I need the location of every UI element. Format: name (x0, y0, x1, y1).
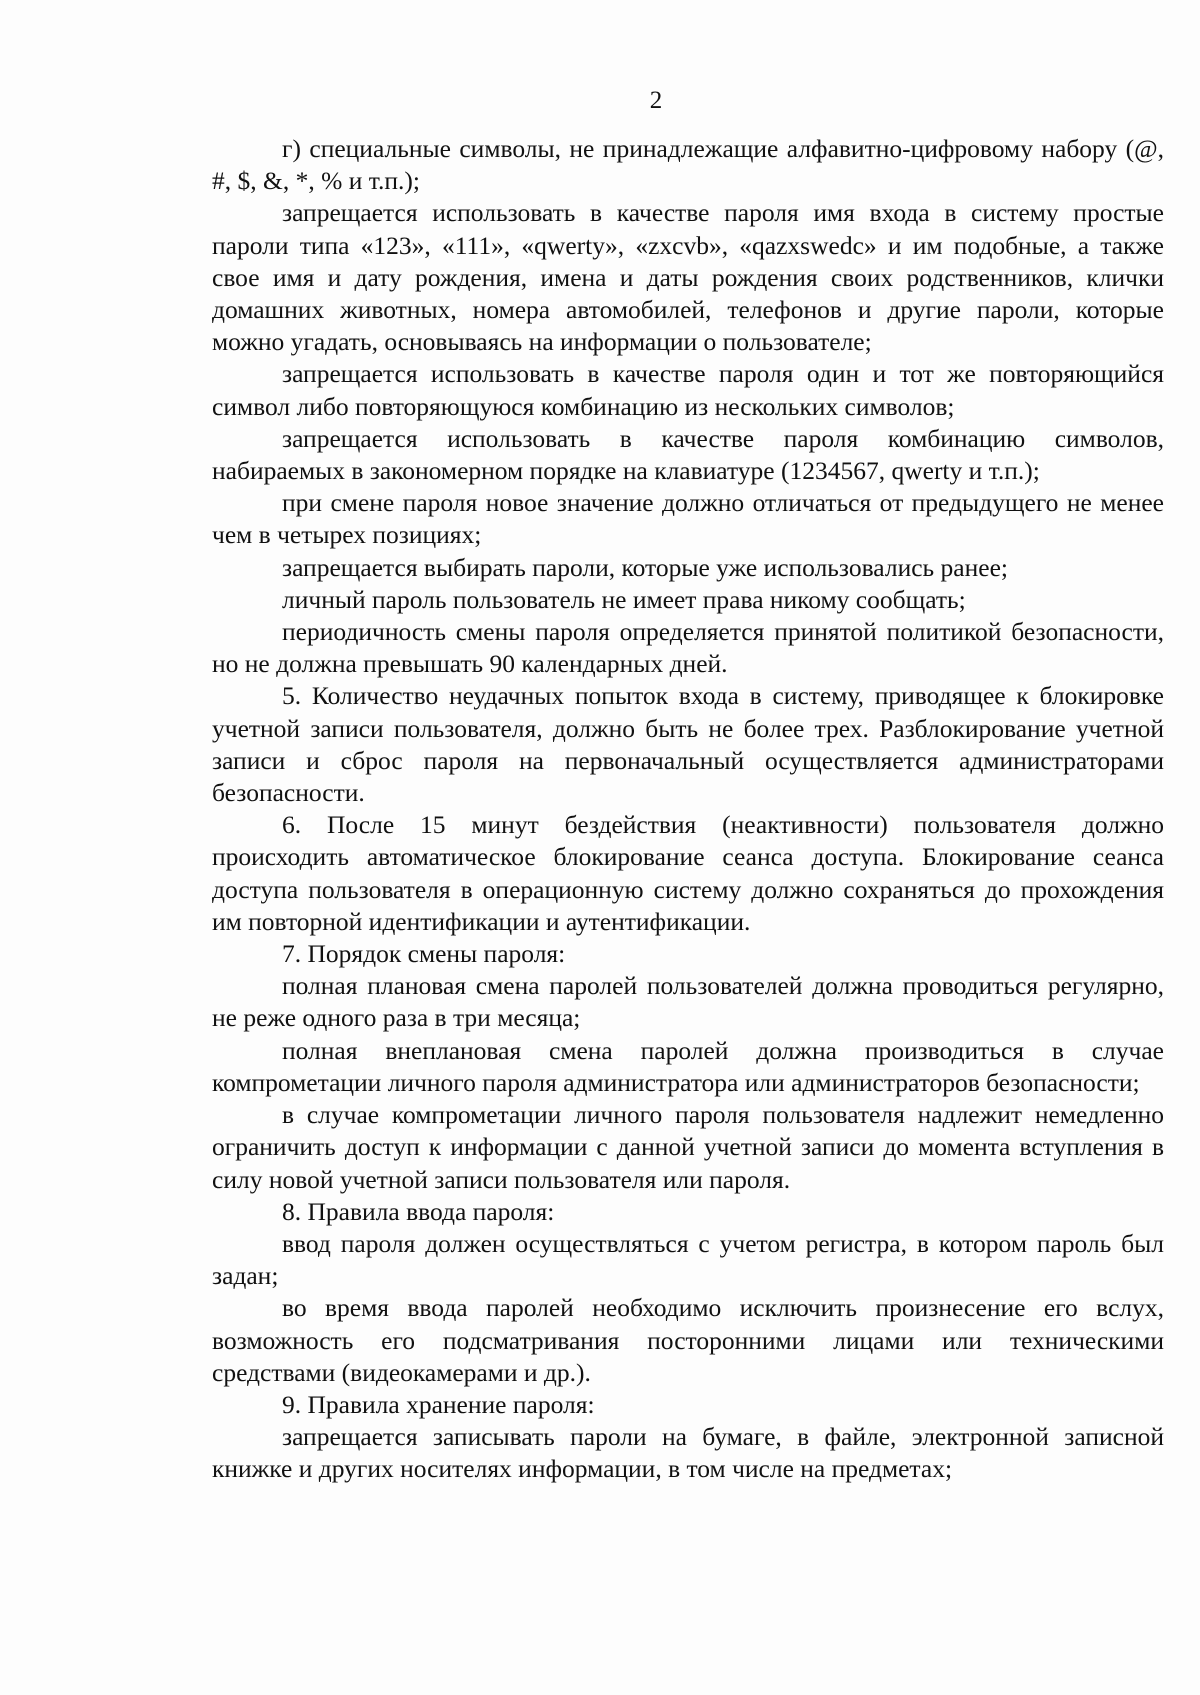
paragraph-case-sensitive: ввод пароля должен осуществляться с учетом регистра, в котором пароль был задан; (212, 1228, 1164, 1291)
paragraph-change-period: периодичность смены пароля определяется принятой политикой безопасности, но не должна превышать 90 календарных дней. (212, 617, 1164, 679)
paragraph-item-5-login-attempts: 5. Количество неудачных попыток входа в систему, приводящее к блокировке учетной записи пользователя, должно быть не более трех. Разблокирование учетной записи и сброс пароля на первоначальный осуществляется администраторами безопасности. (212, 681, 1164, 808)
paragraph-password-change-positions: при смене пароля новое значение должно отличаться от предыдущего не менее чем в четырех позициях; (212, 488, 1164, 550)
paragraph-simple-passwords: запрещается использовать в качестве пароля имя входа в систему простые пароли типа «123», «111», «qwerty», «zxcvb», «qazxswedc» и им подобные, а также свое имя и дату рождения, имена и даты рождения своих родственников, клички домашних животных, номера автомобилей, телефонов и другие пароли, которые можно угадать, основываясь на информации о пользователе; (212, 198, 1164, 357)
paragraph-unplanned-change: полная внеплановая смена паролей должна производиться в случае компрометации личного пароля администратора или администраторов безопасности; (212, 1035, 1164, 1097)
page-number: 2 (649, 87, 663, 114)
paragraph-keyboard-sequence: запрещается использовать в качестве пароля комбинацию символов, набираемых в закономерном порядке на клавиатуре (1234567, qwerty и т.п.); (212, 423, 1164, 486)
paragraph-no-sharing: личный пароль пользователь не имеет права никому сообщать; (282, 584, 966, 614)
paragraph-item-9-heading: 9. Правила хранение пароля: (282, 1389, 595, 1419)
paragraph-input-privacy: во время ввода паролей необходимо исключить произнесение его вслух, возможность его подсматривания посторонними лицами или техническими средствами (видеокамерами и др.). (212, 1293, 1164, 1387)
paragraph-repeating-symbol: запрещается использовать в качестве пароля один и тот же повторяющийся символ либо повторяющуюся комбинацию из нескольких символов; (212, 359, 1164, 421)
paragraph-user-compromise: в случае компрометации личного пароля пользователя надлежит немедленно ограничить доступ к информации с данной учетной записи до момента вступления в силу новой учетной записи пользователя или пароля. (212, 1100, 1164, 1194)
paragraph-planned-change: полная плановая смена паролей пользователей должна проводиться регулярно, не реже одного раза в три месяца; (212, 971, 1164, 1033)
paragraph-item-7-heading: 7. Порядок смены пароля: (282, 939, 566, 969)
paragraph-item-6-session-lock: 6. После 15 минут бездействия (неактивности) пользователя должно происходить автоматическое блокирование сеанса доступа. Блокирование сеанса доступа пользователя в операционную систему должно сохраняться до прохождения им повторной идентификации и аутентификации. (212, 810, 1164, 936)
paragraph-item-8-heading: 8. Правила ввода пароля: (282, 1196, 555, 1226)
paragraph-reused-passwords: запрещается выбирать пароли, которые уже использовались ранее; (282, 552, 1008, 582)
paragraph-special-symbols: г) специальные символы, не принадлежащие алфавитно-цифровому набору (@, #, $, &, *, % и т.п.); (212, 134, 1164, 196)
paragraph-no-writing-down: запрещается записывать пароли на бумаге, в файле, электронной записной книжке и других носителях информации, в том числе на предметах; (212, 1422, 1164, 1484)
document-body (212, 133, 1164, 1486)
